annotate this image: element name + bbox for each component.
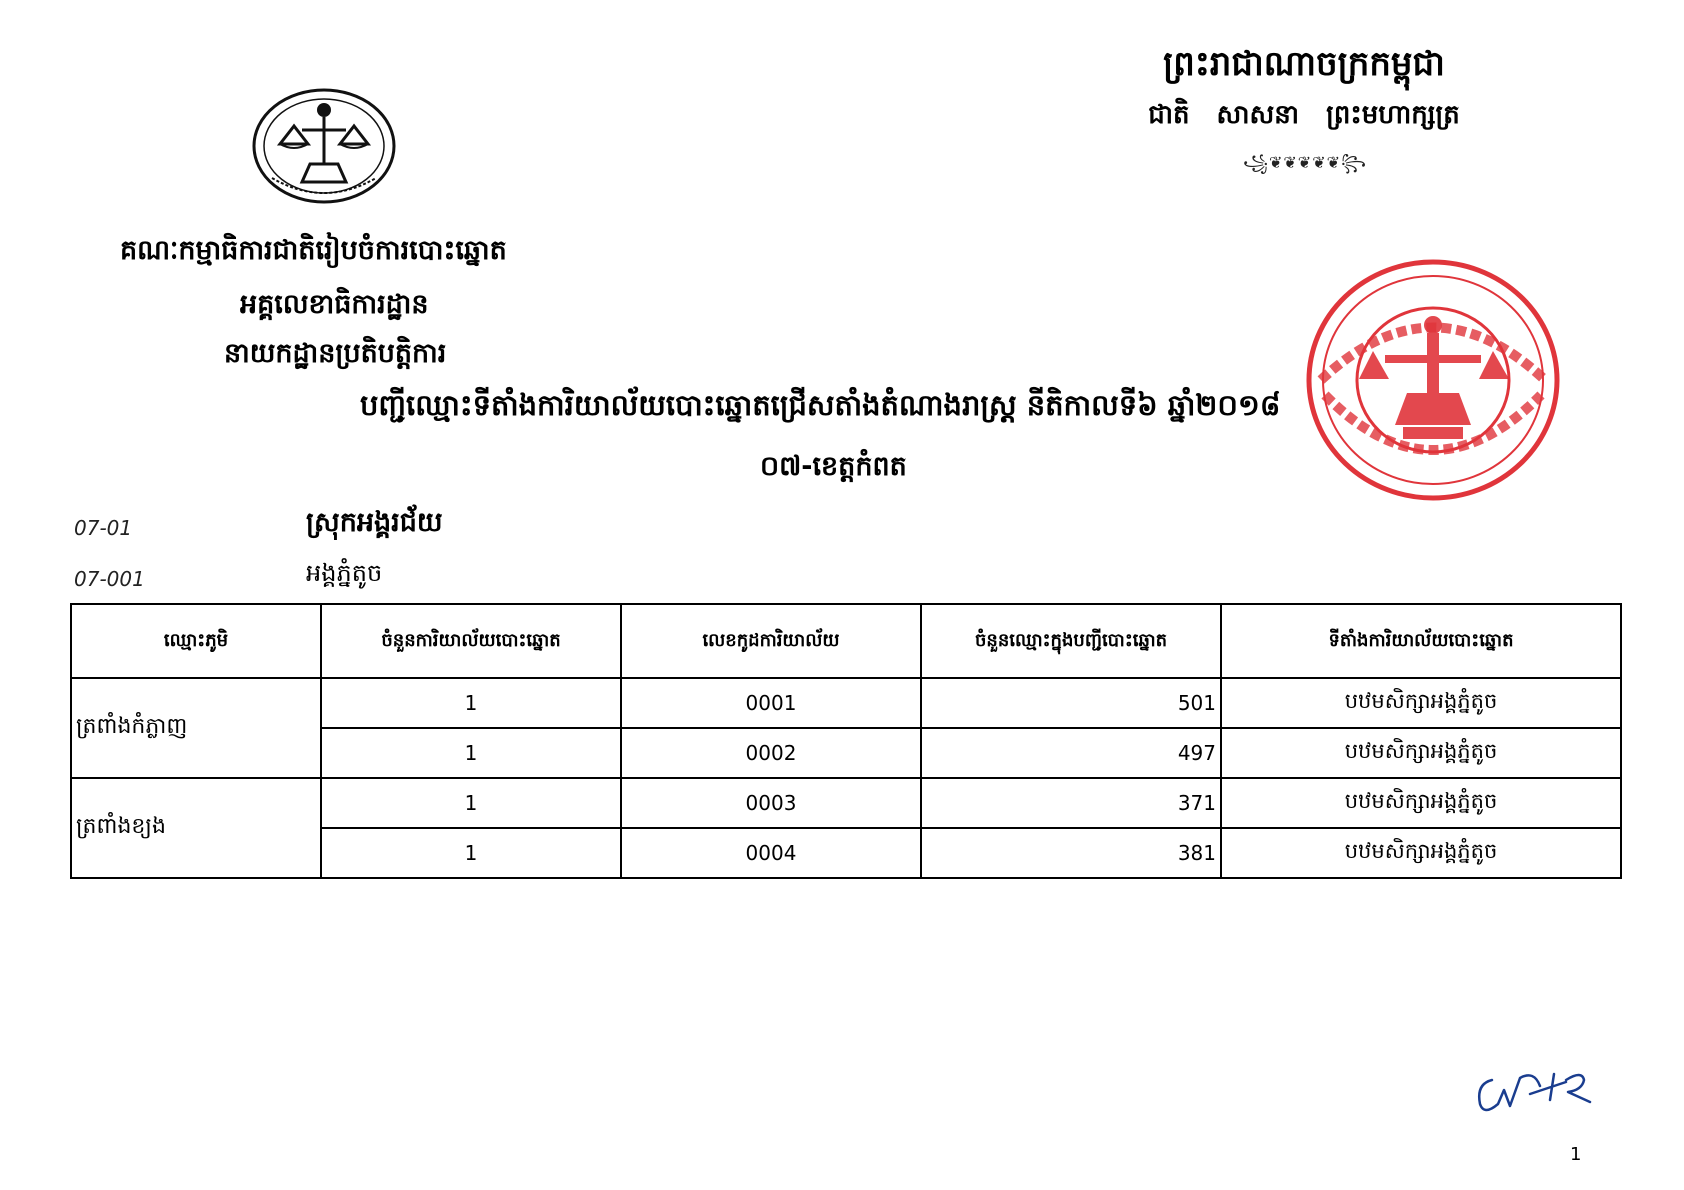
voter-count: 501 xyxy=(921,678,1221,728)
village-name: ត្រពាំងខ្យង xyxy=(71,778,321,878)
station-code: 0003 xyxy=(621,778,921,828)
station-code: 0002 xyxy=(621,728,921,778)
station-location: បឋមសិក្សាអង្គភ្នំតូច xyxy=(1221,778,1621,828)
committee-name: គណៈកម្មាធិការជាតិរៀបចំការបោះឆ្នោត xyxy=(120,235,507,266)
district-code: 07-01 xyxy=(74,516,133,540)
table-header-row xyxy=(71,604,1621,678)
province-heading: ០៧-ខេត្តកំពត xyxy=(760,451,907,482)
signature-icon xyxy=(1470,1060,1610,1120)
polling-stations-table xyxy=(70,603,1622,879)
voter-count: 497 xyxy=(921,728,1221,778)
table-row xyxy=(71,678,1621,728)
station-count: 1 xyxy=(321,828,621,878)
station-location: បឋមសិក្សាអង្គភ្នំតូច xyxy=(1221,728,1621,778)
nec-emblem-icon xyxy=(250,86,398,206)
secretariat-name: អគ្គលេខាធិការដ្ឋាន xyxy=(240,289,429,320)
station-location: បឋមសិក្សាអង្គភ្នំតូច xyxy=(1221,678,1621,728)
station-count: 1 xyxy=(321,778,621,828)
village-name: ត្រពាំងកំភ្លាញ xyxy=(71,678,321,778)
header-station-location: ទីតាំងការិយាល័យបោះឆ្នោត xyxy=(1221,604,1621,678)
official-seal-icon xyxy=(1303,255,1563,505)
page-number: 1 xyxy=(1570,1144,1582,1165)
station-count: 1 xyxy=(321,728,621,778)
national-motto: ជាតិ សាសនា ព្រះមហាក្សត្រ xyxy=(1148,100,1460,130)
voter-count: 381 xyxy=(921,828,1221,878)
ornament-divider: ꧁❦❦❦❦❦꧂ xyxy=(1242,153,1367,172)
header-village: ឈ្មោះភូមិ xyxy=(71,604,321,678)
document-title: បញ្ជីឈ្មោះទីតាំងការិយាល័យបោះឆ្នោតជ្រើសតាំងតំណាងរាស្ត្រ នីតិកាលទី៦ ឆ្នាំ២០១៨ xyxy=(360,388,1281,422)
department-name: នាយកដ្ឋានប្រតិបត្តិការ xyxy=(224,338,447,369)
station-code: 0004 xyxy=(621,828,921,878)
voter-count: 371 xyxy=(921,778,1221,828)
commune-code: 07-001 xyxy=(74,567,145,591)
district-name: ស្រុកអង្គរជ័យ xyxy=(306,507,443,538)
header-station-code: លេខកូដការិយាល័យ xyxy=(621,604,921,678)
station-code: 0001 xyxy=(621,678,921,728)
kingdom-heading: ព្រះរាជាណាចក្រកម្ពុជា xyxy=(1163,44,1445,84)
header-station-count: ចំនួនការិយាល័យបោះឆ្នោត xyxy=(321,604,621,678)
table-row xyxy=(71,778,1621,828)
station-count: 1 xyxy=(321,678,621,728)
header-voter-count: ចំនួនឈ្មោះក្នុងបញ្ជីបោះឆ្នោត xyxy=(921,604,1221,678)
commune-name: អង្គភ្នំតូច xyxy=(306,559,383,587)
station-location: បឋមសិក្សាអង្គភ្នំតូច xyxy=(1221,828,1621,878)
